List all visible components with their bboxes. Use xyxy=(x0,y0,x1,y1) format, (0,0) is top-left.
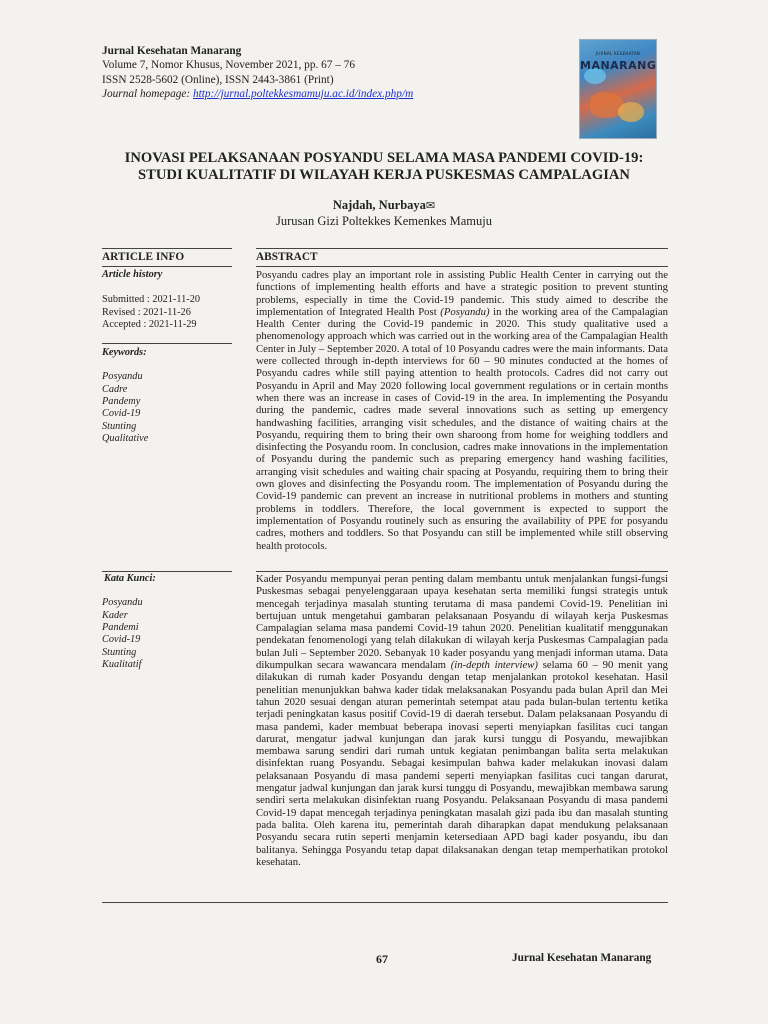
kata-kunci-item: Kader xyxy=(102,609,128,621)
accepted-date: Accepted : 2021-11-29 xyxy=(102,319,197,331)
abstract-indonesian xyxy=(256,573,668,868)
journal-header xyxy=(102,44,413,101)
keyword-item: Pandemy xyxy=(102,396,141,407)
homepage-label: Journal homepage: xyxy=(102,87,193,100)
divider xyxy=(256,266,668,267)
author-names: Najdah, Nurbaya xyxy=(332,198,426,212)
journal-cover-image xyxy=(579,39,657,139)
abstract-en-italic: (Posyandu) xyxy=(440,305,490,318)
divider xyxy=(256,571,668,572)
keywords-list xyxy=(102,371,148,445)
keyword-item: Qualitative xyxy=(102,432,149,444)
divider xyxy=(256,248,668,249)
kata-kunci-block xyxy=(102,573,156,671)
journal-name: Jurnal Kesehatan Manarang xyxy=(102,45,242,57)
title-line-2: STUDI KUALITATIF DI WILAYAH KERJA PUSKESMAS CAMPALAGIAN xyxy=(138,167,630,183)
keyword-item: Stunting xyxy=(102,420,137,432)
author-affiliation: Jurusan Gizi Poltekkes Kemenkes Mamuju xyxy=(276,214,492,228)
keyword-item: Covid-19 xyxy=(102,408,141,420)
keyword-item: Posyandu xyxy=(102,371,143,383)
footer-journal-name: Jurnal Kesehatan Manarang xyxy=(512,952,652,964)
article-info-heading: ARTICLE INFO xyxy=(102,251,185,263)
kata-kunci-item: Kualitatif xyxy=(102,658,142,670)
authors-block xyxy=(0,198,768,229)
kata-kunci-item: Pandemi xyxy=(102,622,139,633)
abstract-id-italic: (in-depth interview) xyxy=(450,659,538,672)
keyword-item: Cadre xyxy=(102,383,128,395)
cover-title: MANARANG xyxy=(580,59,657,72)
abstract-en-text: Posyandu cadres play an important role in assisting Public Health Center in carrying out the functions of implementing health efforts and have a strategic position to prevent stunting problems, especially in time the Covid-19 pandemic. This study aimed to describe the implementation of Integrated Health Post xyxy=(256,269,668,318)
abstract-en-text: in the working area of the Campalagian Health Center during the Covid-19 pandemic in 2020. This study qualitative used a phenomenology approach which was carried out in the working area of the Campalagian Health Center in July – September 2020. A total of 10 Posyandu cadres were the main informants. Data were collected through in-depth interviews for 60 – 90 minutes conducted at the homes of Posyandu cadres while still paying attention to health protocols. Cadres did not carry out Posyandu in April and May 2020 following local government regulations or in certain months when there was an increase in cases of Covid-19 in the area. In implementing the Posyandu during the pandemic, cadres made several innovations such as setting up emergency handwashing facilities, arranging visit schedules, and the distance of waiting chairs at the Posyandu, requiring them to bring their own sharoong from home for weighing toddlers and disinfecting the Posyandu room. In conclusion, cadres make innovations in the implementation of Posyandu during the pandemic such as preparing emergency hand washing facilities, arranging visit schedules and waiting chair spacing at Posyandu, requiring them to bring their own gloves and disinfecting the Posyandu room. The implementation of Posyandu during the Covid-19 pandemic can prevent an increase in nutritional problems in mothers and stunting problems in toddlers. Therefore, the local government is expected to support the implementation of Posyandu routinely such as ensuring the availability of PPE for posyandu cadres, mothers and toddlers. So that Posyandu can still be implemented while still observing health protocols. xyxy=(256,305,668,552)
keywords-block xyxy=(102,347,148,445)
article-history xyxy=(102,269,200,332)
kata-kunci-item: Posyandu xyxy=(102,597,143,609)
revised-date: Revised : 2021-11-26 xyxy=(102,306,191,318)
page-number: 67 xyxy=(376,952,388,966)
abstract-english xyxy=(256,269,668,552)
divider xyxy=(102,266,232,267)
divider xyxy=(102,343,232,344)
divider xyxy=(102,571,232,572)
abstract-id-text: Kader Posyandu mempunyai peran penting dalam membantu untuk menjalankan fungsi-fungsi Puskesmas sebagai penyelenggaraan upaya kesehatan serta memiliki fungsi strategis untuk mencegah terjadinya masalah stunting terutama di masa pandemi Covid-19. Penelitian ini bertujuan untuk mengetahui gambaran pelaksanaan Posyandu di wilayah kerja Puskesmas Campalagian selama masa pandemi Covid-19 tahun 2020. Penelitian kualitatif menggunakan pendekatan fenomenologi yang telah dilakukan di wilayah kerja Puskesmas Campalagian pada bulan Juli – September 2020. Sebanyak 10 kader posyandu yang menjadi informan utama. Data dikumpulkan secara wawancara mendalam xyxy=(256,573,668,672)
abstract-heading: ABSTRACT xyxy=(256,251,318,263)
divider xyxy=(102,902,668,903)
volume-line: Volume 7, Nomor Khusus, November 2021, pp. 67 – 76 xyxy=(102,59,356,72)
article-title xyxy=(40,150,728,184)
envelope-icon[interactable]: ✉ xyxy=(425,200,436,212)
kata-kunci-label: Kata Kunci: xyxy=(104,573,156,584)
title-line-1: INOVASI PELAKSANAAN POSYANDU SELAMA MASA PANDEMI COVID-19: xyxy=(124,150,644,166)
keywords-label: Keywords: xyxy=(102,347,147,358)
submitted-date: Submitted : 2021-11-20 xyxy=(102,294,201,306)
history-label: Article history xyxy=(102,269,163,280)
kata-kunci-item: Covid-19 xyxy=(102,634,141,646)
abstract-id-text: selama 60 – 90 menit yang dilakukan di rumah kader Posyandu dengan tetap menjalankan protokol kesehatan. Hasil penelitian menunjukkan bahwa kader tidak melaksanakan Posyandu pada bulan April dan Mei tahun 2020 sesuai dengan aturan pemerintah setempat atau pada bulan-bulan tertentu ketika terjadi peningkatan kasus positif Covid-19 di daerah tersebut. Dalam pelaksanaan Posyandu di masa pandemi, kader membuat beberapa inovasi seperti menyiapkan fasilitas cuci tangan darurat, mengatur jadwal kunjungan dan jarak kursi tunggu di Posyandu, mewajibkan membawa sarung sendiri dari rumah untuk kegiatan penimbangan balita serta melakukan disinfektan ruang Posyandu. Sebagai kesimpulan bahwa kader melakukan inovasi dalam pelaksanaan Posyandu di masa pandemi seperti menyiapkan fasilitas cuci tangan darurat, mengatur jadwal kunjungan dan jarak kursi tunggu di Posyandu, mewajibkan membawa sarung sendiri serta melakukan disinfektan ruang Posyandu. Pelaksanaan Posyandu di masa pandemi Covid-19 dapat mencegah terjadinya peningkatan masalah gizi pada ibu dan masalah stunting pada balita. Oleh karena itu, pemerintah darah diharapkan dapat mendukung pelaksanaan Posyandu secara rutin seperti menjamin ketersediaan APD bagi kader posyandu, ibu dan balitanya. Sehingga Posyandu tetap dapat dilaksanakan dengan tetap memperhatikan protokol kesehatan. xyxy=(256,659,668,868)
homepage-line xyxy=(102,87,413,101)
cover-small-text: JURNAL KESEHATAN xyxy=(595,51,641,56)
kata-kunci-list xyxy=(102,597,156,671)
issn-line: ISSN 2528-5602 (Online), ISSN 2443-3861 (Print) xyxy=(102,73,334,86)
divider xyxy=(102,248,232,249)
kata-kunci-item: Stunting xyxy=(102,646,137,658)
homepage-link[interactable]: http://jurnal.poltekkesmamuju.ac.id/index.php/m xyxy=(192,87,414,100)
